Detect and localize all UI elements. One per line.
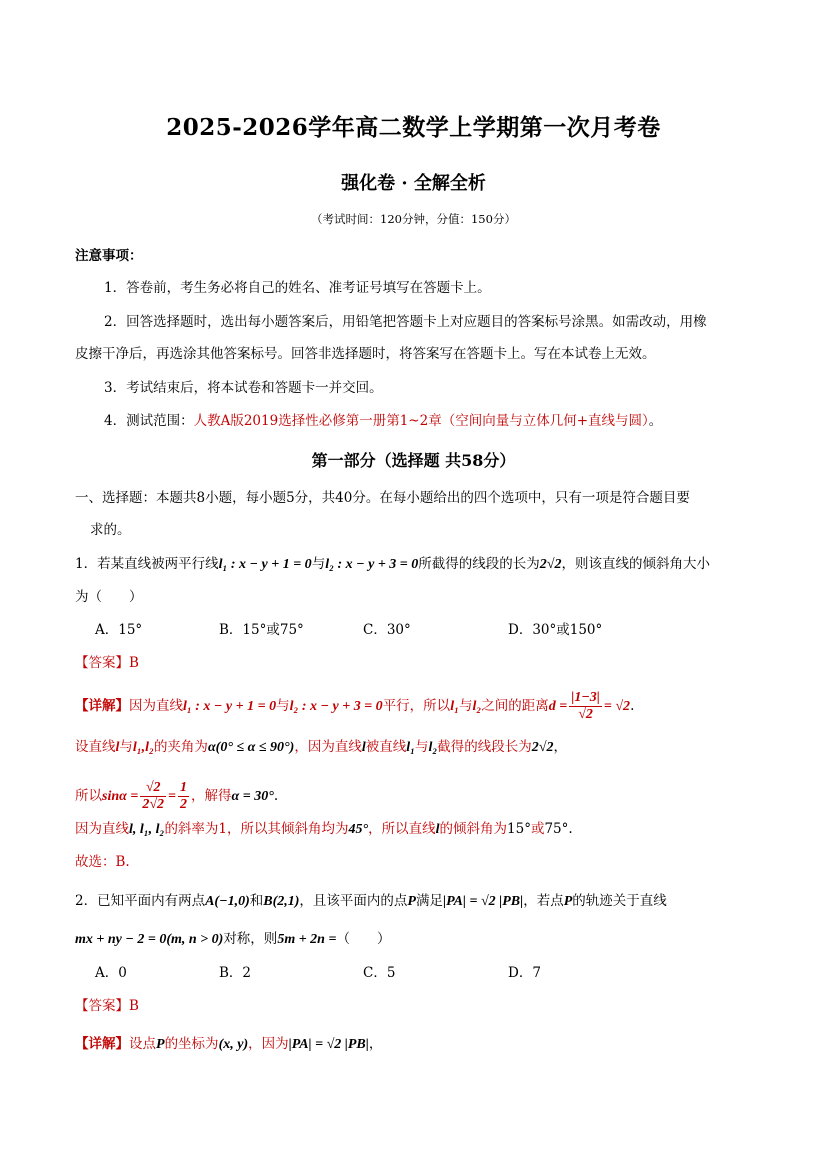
question-2-stem [75,891,667,912]
q1-text: ，则该直线的倾斜角大小 [561,556,710,572]
question-1-stem [75,554,710,575]
solution-math: 45° [348,822,369,837]
fraction-numerator: |1−3| [571,690,600,705]
fraction-denominator: 2√2 [142,797,165,812]
solution-math: α(0° ≤ α ≤ 90°) [207,740,295,755]
q2-answer: 【答案】B [75,998,139,1014]
q1-solution-line-1 [75,690,634,723]
question-2-stem-cont [75,929,390,950]
q2-point-a: A(−1,0) [205,894,250,909]
q2-option-c: C．5 [363,965,396,981]
part1-intro-cont: 求的。 [90,522,131,538]
notice-item-4-end: 。 [648,413,663,429]
part1-heading: 第一部分（选择题 共58分） [311,451,516,470]
solution-math: l [361,740,366,755]
solution-text: . [273,788,279,804]
page-title: 2025-2026学年高二数学上学期第一次月考卷 [166,114,661,141]
exam-info: （考试时间：120分钟，分值：150分） [311,212,516,226]
solution-math: l₂ [428,740,438,755]
notice-item-4 [104,411,662,431]
notice-item-4-prefix: 4．测试范围： [104,413,194,429]
solution-math: l₁ [406,740,415,755]
solution-text: 平行，所以 [382,698,451,714]
q1-solution-line-4 [75,819,573,840]
solution-text: 与 [458,698,473,714]
notice-item-1: 1．答卷前，考生务必将自己的姓名、准考证号填写在答题卡上。 [104,280,491,296]
q1-segment-length: 2√2 [539,557,562,572]
notice-item-2: 2．回答选择题时，选出每小题答案后，用铅笔把答题卡上对应题目的答案标号涂黑。如需改动，用橡 [104,314,707,330]
solution-text: 设直线 [75,739,116,755]
q1-text: 1．若某直线被两平行线 [75,556,219,572]
half-fraction [178,780,189,813]
solution-math: l₂ : x − y + 3 = 0 [289,699,383,714]
solution-math: 75° [544,821,569,837]
solution-text: 与 [119,739,133,755]
q1-solution-line-3 [75,780,278,813]
solution-text: 之间的距离 [481,698,549,714]
solution-text: 所以 [75,788,102,804]
solution-text: 的倾斜角为 [439,821,508,837]
solution-math: 2√2 [531,740,554,755]
q2-text: ，若点 [523,893,564,909]
solution-math: P [156,1037,165,1052]
q2-point-b: B(2,1) [263,894,300,909]
q2-point-p: P [407,894,416,909]
solution-text: . [568,821,573,837]
fraction-numerator: 1 [180,780,188,795]
solution-label: 【详解】 [75,698,129,714]
q2-text: 2．已知平面内有两点 [75,893,206,909]
q1-option-a: A．15° [95,622,143,638]
notice-item-3: 3．考试结束后，将本试卷和答题卡一并交回。 [104,380,383,396]
solution-math: d = [548,699,568,714]
q2-point-p: P [563,894,573,909]
solution-text: 的斜率为1，所以其倾斜角均为 [164,821,349,837]
solution-text: 与 [415,739,429,755]
fraction-numerator: √2 [140,780,166,797]
solution-text: 设点 [129,1036,156,1052]
solution-text: 因为直线 [129,698,183,714]
q2-text: 的轨迹关于直线 [572,893,667,909]
solution-text: 的夹角为 [153,739,208,755]
solution-math: l, l₁, l₂ [129,822,165,837]
q1-answer: 【答案】B [75,655,139,671]
solution-math: l₁ [450,699,459,714]
q2-option-b: B．2 [219,965,252,981]
solution-math: l₁ : x − y + 1 = 0 [183,699,277,714]
solution-math: |PA| = √2 |PB| [288,1037,369,1052]
solution-text: 被直线 [365,739,407,755]
solution-math: sinα = [102,789,139,804]
q2-condition: |PA| = √2 |PB| [442,894,524,909]
solution-text: ，因为 [248,1036,289,1052]
solution-math: = [168,789,177,804]
solution-text: . [630,698,635,714]
solution-math: l₂ [472,699,482,714]
question-1-stem-cont: 为（ ） [75,589,143,605]
q2-line-equation: mx + ny − 2 = 0(m, n > 0) [75,932,224,947]
solution-text: ，因为直线 [294,739,362,755]
q2-solution-line-1 [75,1034,382,1055]
solution-text: ， [553,739,567,755]
solution-text: 因为直线 [75,821,129,837]
notice-heading: 注意事项： [75,248,143,264]
solution-text: 的坐标为 [164,1036,219,1052]
q1-option-b: B．15°或75° [219,622,304,638]
test-scope: 人教A版2019选择性必修第一册第1~2章（空间向量与立体几何+直线与圆） [193,413,649,429]
solution-text: ，所以直线 [368,821,436,837]
q1-option-c: C．30° [363,622,411,638]
q1-solution-line-2 [75,737,567,758]
solution-math: (x, y) [218,1037,249,1052]
sine-fraction [140,780,166,813]
q1-line-l2: l₂ : x − y + 3 = 0 [325,557,419,572]
notice-item-2-cont: 皮擦干净后，再选涂其他答案标号。回答非选择题时，将答案写在答题卡上。写在本试卷上无效。 [75,346,656,362]
part1-intro: 一、选择题：本题共8小题，每小题5分，共40分。在每小题给出的四个选项中，只有一项是符合题目要 [75,490,690,506]
fraction-denominator: 2 [180,797,188,812]
solution-math: l [435,822,440,837]
solution-text: 与 [276,698,290,714]
q2-option-d: D．7 [508,965,541,981]
solution-math: l₁,l₂ [132,740,154,755]
solution-math: α = 30° [231,789,274,804]
q2-option-a: A．0 [95,965,127,981]
q2-text: （ ） [336,931,391,947]
q1-line-l1: l₁ : x − y + 1 = 0 [218,557,312,572]
q2-text: 对称，则 [223,931,278,947]
solution-text: ，解得 [191,788,232,804]
solution-text: ， [368,1036,383,1052]
q2-text: 满足 [415,893,443,909]
solution-math: = √2 [603,699,631,714]
q1-text: 所截得的线段的长为 [418,556,540,572]
solution-label: 【详解】 [75,1036,129,1052]
solution-math: l [115,740,120,755]
q1-text: 与 [311,556,326,572]
solution-math: 15° [507,821,531,837]
page-subtitle: 强化卷 · 全解全析 [341,173,486,194]
q2-expression: 5m + 2n = [277,932,337,947]
q1-option-d: D．30°或150° [508,622,603,638]
fraction-denominator: √2 [578,707,593,722]
q2-text: 和 [249,893,264,909]
q2-text: ，且该平面内的点 [299,893,408,909]
solution-text: 或 [530,821,545,837]
solution-text: 截得的线段长为 [437,739,532,755]
distance-fraction [569,690,602,723]
q1-conclusion: 故选：B. [75,854,130,870]
